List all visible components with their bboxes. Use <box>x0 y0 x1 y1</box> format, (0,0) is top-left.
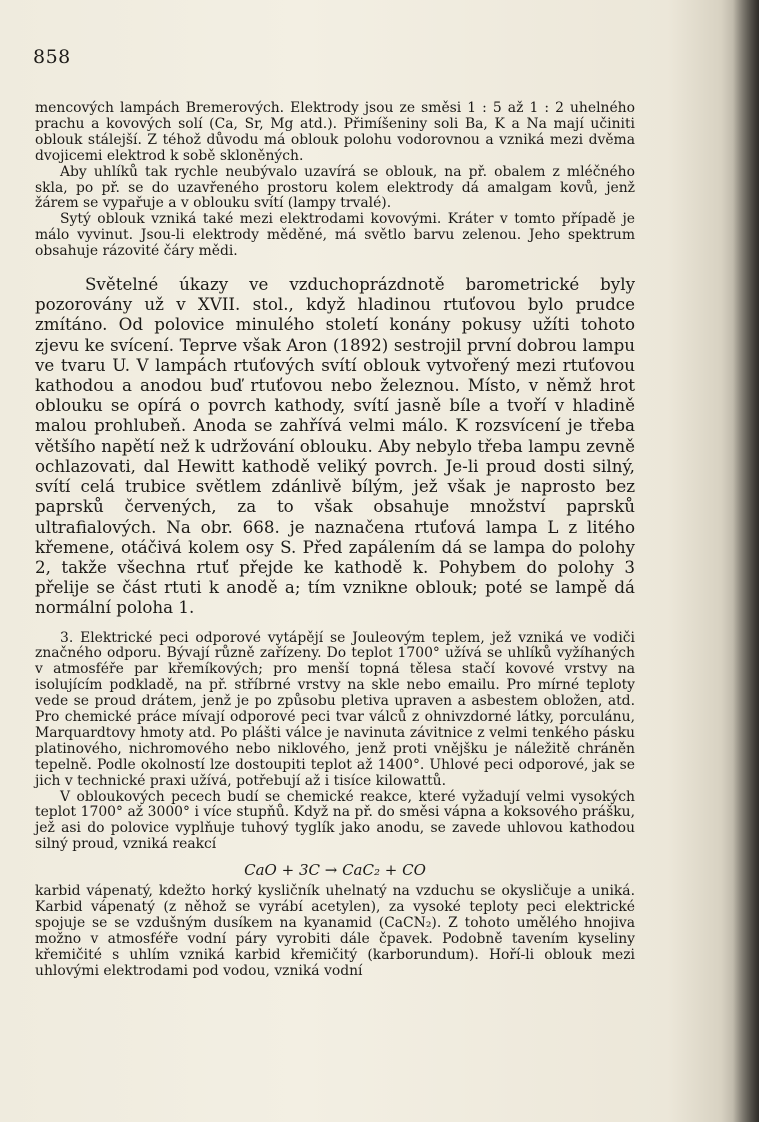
paragraph-calcium-carbide: karbid vápenatý, kdežto horký kysličník uhelnatý na vzduchu se okysličuje a uniká. Karbid vápenatý (z něhož se vyrábí acetylen), za vysoké teploty peci elektrické spojuje se se vzdušným dusíkem na kyanamid (CaCN₂). Z tohoto umělého hnojiva možno v atmosféře vodní páry vyrobiti dále čpavek. Podobně tavením kyseliny křemičité s uhlím vzniká karbid křemičitý (karborundum). Hoří-li oblouk mezi uhlovými elektrodami pod vodou, vzniká vodní <box>35 883 635 979</box>
paragraph-metal-arc: Sytý oblouk vzniká také mezi elektrodami kovovými. Kráter v tomto případě je málo vyvinut. Jsou-li elektrody měděné, má světlo barvu zelenou. Jeho spektrum obsahuje rázovité čáry mědi. <box>35 211 635 260</box>
paragraph-intro: mencových lampách Bremerových. Elektrody jsou ze směsi 1 : 5 až 1 : 2 uhelného prachu a kovových solí (Ca, Sr, Mg atd.). Přimíšeniny soli Ba, K a Na mají učiniti oblouk stálejší. Z téhož důvodu má oblouk polohu vodorovnou a vzniká mezi dvěma dvojicemi elektrod k sobě skloněných. <box>35 100 635 164</box>
paragraph-permanent-lamps: Aby uhlíků tak rychle neubývalo uzavírá se oblouk, na př. obalem z mléčného skla, po př. se do uzavřeného prostoru kolem elektrody dá amalgam kovů, jenž žárem se vypařuje a v oblouku svítí (lampy trvalé). <box>35 163 635 212</box>
page-number: 858 <box>33 46 71 68</box>
book-spine-shadow <box>733 0 759 1122</box>
paragraph-resistance-furnaces: 3. Elektrické peci odporové vytápějí se Jouleovým teplem, jež vzniká ve vodiči značného odporu. Bývají různě zařízeny. Do teplot 1700° užívá se uhlíků vyžíhaných v atmosféře par křemíkových; pro menší topná tělesa stačí kovové vrstvy na isolujícím podkladě, na př. stříbrné vrstvy na skle nebo emailu. Pro mírné teploty vede se proud drátem, jenž je po způsobu pletiva upraven a asbestem obložen, atd. Pro chemické práce mívají odporové peci tvar válců z ohnivzdorné látky, porculánu, Marquardtovy hmoty atd. Po plášti válce je navinuta závitnice z velmi tenkého pásku platinového, nichromového nebo niklového, jenž proti vnějšku je náležitě chráněn tepelně. Podle okolností lze dostoupiti teplot až 1400°. Uhlové peci odporové, jak se jich v technické praxi užívá, potřebují až i tisíce kilowattů. <box>35 629 635 789</box>
paragraph-arc-furnaces: V obloukových pecech budí se chemické reakce, které vyžadují velmi vysokých teplot 1700° až 3000° i více stupňů. Když na př. do směsi vápna a koksového prášku, jež asi do polovice vyplňuje tuhový tyglík jako anodu, se zavede uhlovou kathodou silný proud, vzniká reakcí <box>35 788 635 853</box>
reaction-equation: CaO + 3C → CaC₂ + CO <box>244 861 426 880</box>
paragraph-mercury-lamps: Světelné úkazy ve vzduchoprázdnotě barometrické byly pozorovány už v XVII. stol., když hladinou rtuťovou bylo prudce zmítáno. Od polovice minulého století konány pokusy užíti tohoto zjevu ke svícení. Teprve však Aron (1892) sestrojil první dobrou lampu ve tvaru U. V lampách rtuťových svítí oblouk vytvořený mezi rtuťovou kathodou a anodou buď rtuťovou nebo železnou. Místo, v němž hrot oblouku se opírá o povrch kathody, svítí jasně bíle a tvoří v hladině malou prohlubeň. Anoda se zahřívá velmi málo. K rozsvícení je třeba většího napětí než k udržování oblouku. Aby nebylo třeba lampu zevně ochlazovati, dal Hewitt kathodě veliký povrch. Je-li proud dosti silný, svítí celá trubice světlem zdánlivě bílým, jež však je naprosto bez paprsků červených, za to však obsahuje množství paprsků ultrafialových. Na obr. 668. je naznačena rtuťová lampa L z litého křemene, otáčivá kolem osy S. Před zapálením dá se lampa do polohy 2, takže všechna rtuť přejde ke kathodě k. Pohybem do polohy 3 přelije se část rtuti k anodě a; tím vznikne oblouk; poté se lampě dá normální poloha 1. <box>35 274 635 618</box>
page-text <box>35 101 635 980</box>
